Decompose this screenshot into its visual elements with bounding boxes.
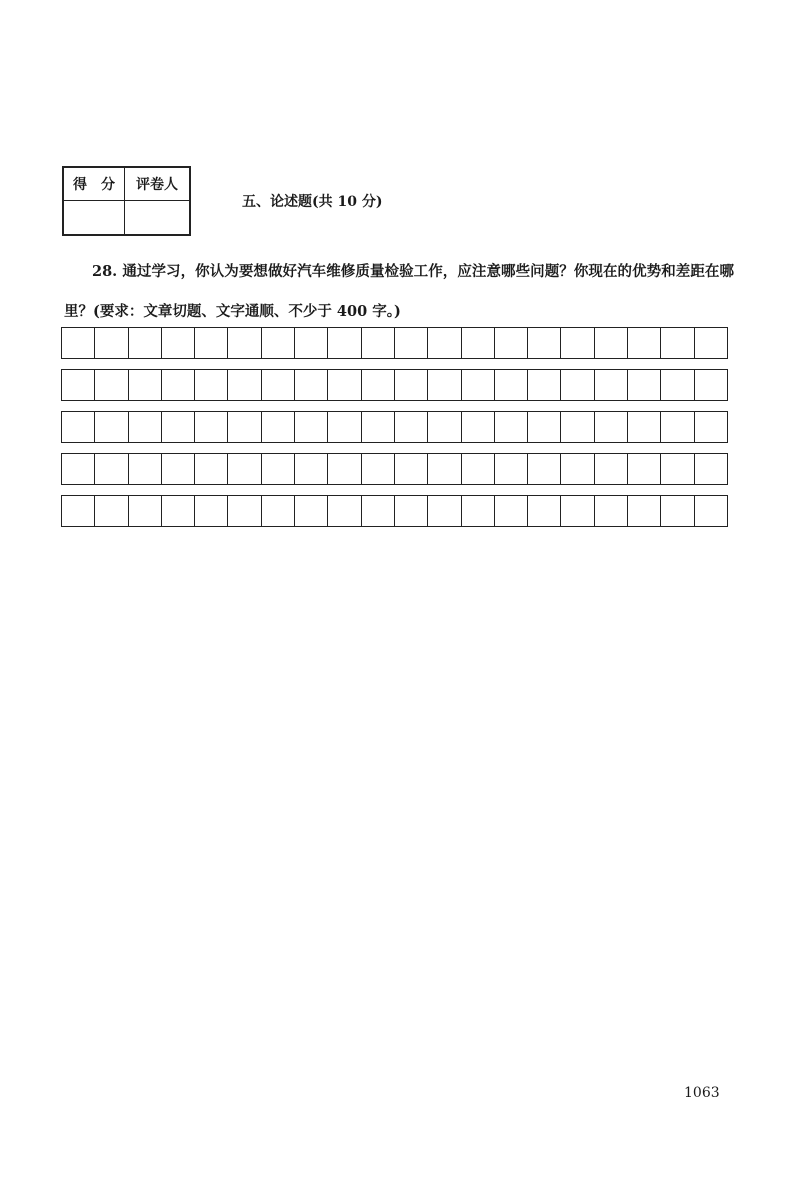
- answer-grid-row: [61, 495, 728, 527]
- answer-grid-cell[interactable]: [595, 328, 628, 358]
- answer-grid-cell[interactable]: [262, 496, 295, 526]
- answer-grid-cell[interactable]: [395, 370, 428, 400]
- answer-grid-cell[interactable]: [328, 496, 361, 526]
- answer-grid-cell[interactable]: [628, 454, 661, 484]
- answer-grid-cell[interactable]: [362, 370, 395, 400]
- answer-grid-cell[interactable]: [228, 412, 261, 442]
- answer-grid-cell[interactable]: [262, 454, 295, 484]
- answer-grid-cell[interactable]: [95, 370, 128, 400]
- answer-grid-cell[interactable]: [495, 328, 528, 358]
- answer-grid-cell[interactable]: [328, 454, 361, 484]
- answer-grid-cell[interactable]: [495, 370, 528, 400]
- answer-grid-cell[interactable]: [129, 328, 162, 358]
- answer-grid-cell[interactable]: [328, 412, 361, 442]
- answer-grid-cell[interactable]: [462, 496, 495, 526]
- answer-grid-cell[interactable]: [328, 370, 361, 400]
- answer-grid-cell[interactable]: [428, 496, 461, 526]
- answer-grid-cell[interactable]: [561, 328, 594, 358]
- answer-grid-cell[interactable]: [129, 370, 162, 400]
- answer-grid-cell[interactable]: [628, 412, 661, 442]
- answer-grid-cell[interactable]: [129, 412, 162, 442]
- answer-grid-row: [61, 411, 728, 443]
- answer-grid-cell[interactable]: [595, 496, 628, 526]
- answer-grid-cell[interactable]: [695, 328, 728, 358]
- answer-grid-cell[interactable]: [395, 328, 428, 358]
- answer-grid-cell[interactable]: [595, 412, 628, 442]
- answer-grid-cell[interactable]: [695, 412, 728, 442]
- answer-grid-cell[interactable]: [228, 370, 261, 400]
- answer-grid-cell[interactable]: [495, 454, 528, 484]
- answer-grid-cell[interactable]: [595, 454, 628, 484]
- answer-grid-cell[interactable]: [528, 328, 561, 358]
- section-title: 五、论述题(共 10 分): [242, 194, 383, 210]
- page-number: 1063: [684, 1085, 720, 1101]
- answer-grid-cell[interactable]: [495, 412, 528, 442]
- answer-grid-cell[interactable]: [362, 412, 395, 442]
- answer-grid-cell[interactable]: [362, 496, 395, 526]
- answer-grid-cell[interactable]: [661, 496, 694, 526]
- answer-grid-cell[interactable]: [661, 370, 694, 400]
- answer-grid-row: [61, 369, 728, 401]
- answer-grid-cell[interactable]: [295, 328, 328, 358]
- answer-grid-cell[interactable]: [228, 496, 261, 526]
- answer-grid-cell[interactable]: [129, 454, 162, 484]
- answer-grid-cell[interactable]: [162, 496, 195, 526]
- grader-field[interactable]: [125, 201, 191, 236]
- answer-grid-cell[interactable]: [362, 454, 395, 484]
- answer-grid-cell[interactable]: [561, 496, 594, 526]
- answer-grid-cell[interactable]: [561, 370, 594, 400]
- answer-grid-cell[interactable]: [62, 328, 95, 358]
- answer-grid-cell[interactable]: [95, 454, 128, 484]
- answer-grid-cell[interactable]: [595, 370, 628, 400]
- answer-grid-cell[interactable]: [528, 412, 561, 442]
- answer-grid-cell[interactable]: [628, 496, 661, 526]
- answer-grid-row: [61, 453, 728, 485]
- answer-grid-cell[interactable]: [162, 412, 195, 442]
- answer-grid-cell[interactable]: [628, 328, 661, 358]
- answer-grid-cell[interactable]: [95, 412, 128, 442]
- answer-grid-cell[interactable]: [695, 454, 728, 484]
- answer-grid-cell[interactable]: [528, 370, 561, 400]
- answer-grid-cell[interactable]: [495, 496, 528, 526]
- answer-grid-cell[interactable]: [395, 454, 428, 484]
- answer-grid-cell[interactable]: [661, 412, 694, 442]
- answer-grid-cell[interactable]: [95, 496, 128, 526]
- answer-grid-cell[interactable]: [295, 496, 328, 526]
- answer-grid-cell[interactable]: [195, 496, 228, 526]
- answer-grid-cell[interactable]: [462, 412, 495, 442]
- answer-grid-cell[interactable]: [228, 454, 261, 484]
- score-label: 得 分: [63, 167, 125, 201]
- answer-grid-cell[interactable]: [428, 328, 461, 358]
- answer-grid-cell[interactable]: [428, 454, 461, 484]
- answer-grid-cell[interactable]: [228, 328, 261, 358]
- answer-grid-cell[interactable]: [695, 370, 728, 400]
- answer-grid-cell[interactable]: [395, 412, 428, 442]
- answer-grid-cell[interactable]: [195, 454, 228, 484]
- answer-grid-cell[interactable]: [462, 328, 495, 358]
- answer-grid-cell[interactable]: [95, 328, 128, 358]
- answer-grid-cell[interactable]: [295, 370, 328, 400]
- answer-grid-cell[interactable]: [462, 370, 495, 400]
- answer-grid-cell[interactable]: [561, 412, 594, 442]
- answer-grid-cell[interactable]: [328, 328, 361, 358]
- answer-grid-cell[interactable]: [262, 328, 295, 358]
- answer-grid-cell[interactable]: [162, 328, 195, 358]
- answer-grid-cell[interactable]: [195, 370, 228, 400]
- answer-grid-cell[interactable]: [262, 370, 295, 400]
- answer-grid-cell[interactable]: [561, 454, 594, 484]
- answer-grid-row: [61, 327, 728, 359]
- answer-grid-cell[interactable]: [295, 412, 328, 442]
- answer-grid-cell[interactable]: [62, 454, 95, 484]
- answer-grid-cell[interactable]: [195, 412, 228, 442]
- answer-grid-cell[interactable]: [62, 370, 95, 400]
- answer-grid-cell[interactable]: [362, 328, 395, 358]
- score-field[interactable]: [63, 201, 125, 236]
- answer-grid-cell[interactable]: [661, 328, 694, 358]
- answer-grid-cell[interactable]: [462, 454, 495, 484]
- answer-grid-cell[interactable]: [695, 496, 728, 526]
- answer-grid-cell[interactable]: [428, 412, 461, 442]
- answer-grid-cell[interactable]: [262, 412, 295, 442]
- answer-grid-cell[interactable]: [395, 496, 428, 526]
- score-table: [62, 166, 191, 236]
- answer-grid[interactable]: [61, 327, 728, 527]
- answer-grid-cell[interactable]: [162, 454, 195, 484]
- answer-grid-cell[interactable]: [129, 496, 162, 526]
- answer-grid-cell[interactable]: [661, 454, 694, 484]
- answer-grid-cell[interactable]: [528, 496, 561, 526]
- answer-grid-cell[interactable]: [295, 454, 328, 484]
- answer-grid-cell[interactable]: [62, 496, 95, 526]
- answer-grid-cell[interactable]: [195, 328, 228, 358]
- question-text: 28. 通过学习，你认为要想做好汽车维修质量检验工作，应注意哪些问题？你现在的优势和差距在哪里？(要求：文章切题、文字通顺、不少于 400 字。): [64, 263, 734, 320]
- answer-grid-cell[interactable]: [62, 412, 95, 442]
- grader-label: 评卷人: [125, 167, 191, 201]
- answer-grid-cell[interactable]: [528, 454, 561, 484]
- answer-grid-cell[interactable]: [628, 370, 661, 400]
- answer-grid-cell[interactable]: [162, 370, 195, 400]
- answer-grid-cell[interactable]: [428, 370, 461, 400]
